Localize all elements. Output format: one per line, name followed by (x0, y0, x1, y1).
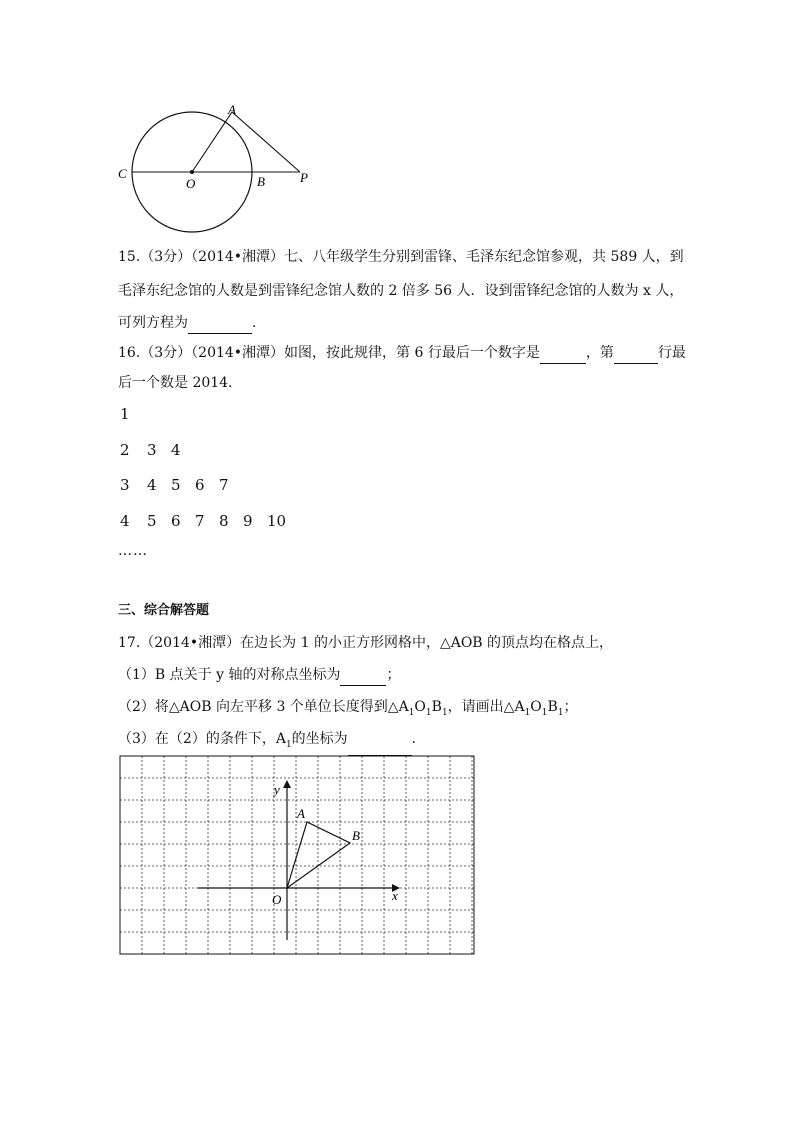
subscript-1: 1 (541, 707, 548, 718)
q15-answer-blank[interactable] (188, 318, 252, 334)
y-axis-arrow (283, 780, 291, 788)
q17-part3-suffix: ． (411, 731, 426, 747)
q16-blank-1[interactable] (540, 348, 586, 364)
q17-part1-blank[interactable] (340, 670, 386, 686)
center-dot (190, 170, 194, 174)
number-cell: 10 (267, 512, 287, 530)
label-y: y (274, 782, 280, 797)
number-cell: 4 (171, 441, 181, 459)
q15-line3-suffix: ． (252, 315, 266, 331)
number-cell: 6 (171, 512, 181, 530)
circle-figure (110, 98, 320, 234)
label-a: A (297, 806, 305, 821)
subscript-1: 1 (524, 707, 531, 718)
number-cell: 3 (147, 441, 157, 459)
number-cell: 4 (147, 476, 157, 494)
line-oa (192, 112, 232, 172)
number-cell: 7 (219, 476, 229, 494)
subscript-1: 1 (425, 707, 432, 718)
q17-part2-text-b: O (414, 699, 426, 715)
q16-line1-c: 行最 (657, 345, 686, 361)
subscript-1: 1 (441, 707, 448, 718)
q17-part2-text-f: B (547, 699, 558, 715)
q16-blank-2[interactable] (614, 348, 658, 364)
subscript-1: 1 (557, 707, 564, 718)
number-cell: 4 (120, 512, 130, 530)
q15-line3 (118, 312, 266, 334)
label-x: x (392, 888, 398, 903)
q17-intro: 17.（2014•湘潭）在边长为 1 的小正方形网格中，△AOB 的顶点均在格点上， (118, 635, 614, 651)
triangle-aob (287, 822, 350, 888)
number-cell: 6 (195, 476, 205, 494)
q17-part3-prefix: （3）在（2）的条件下，A (118, 731, 286, 747)
subscript-1: 1 (285, 739, 292, 750)
label-b: B (257, 174, 265, 189)
q17-part2-text-d: ，请画出△A (447, 699, 525, 715)
section-title: 三、综合解答题 (118, 603, 210, 618)
number-cell: 5 (171, 476, 181, 494)
q17-part1-prefix: （1）B 点关于 y 轴的对称点坐标为 (118, 667, 341, 683)
q15-line2: 毛泽东纪念馆的人数是到雷锋纪念馆人数的 2 倍多 56 人．设到雷锋纪念馆的人数为 x 人， (118, 283, 684, 299)
q17-part2 (118, 696, 578, 718)
grid-figure (118, 754, 476, 956)
q16-line1-a: 16.（3分）（2014•湘潭）如图，按此规律，第 6 行最后一个数字是 (118, 345, 540, 361)
label-b: B (352, 828, 360, 843)
number-cell: 7 (195, 512, 205, 530)
q17-part2-text-g: ； (563, 699, 578, 715)
q15-line3-prefix: 可列方程为 (118, 315, 188, 331)
number-cell: 5 (147, 512, 157, 530)
q16-line2: 后一个数是 2014． (118, 375, 243, 391)
label-a: A (228, 102, 236, 117)
ellipsis: …… (118, 543, 148, 559)
q16-line1 (118, 342, 686, 364)
number-cell: 2 (120, 441, 130, 459)
q15-line1: 15.（3分）（2014•湘潭）七、八年级学生分别到雷锋、毛泽东纪念馆参观，共 589 人，到 (118, 249, 684, 265)
subscript-1: 1 (408, 707, 415, 718)
q17-part2-text-e: O (530, 699, 542, 715)
number-cell: 3 (120, 476, 130, 494)
label-c: C (118, 166, 127, 181)
q17-part1 (118, 664, 400, 686)
number-cell: 8 (219, 512, 229, 530)
q16-line1-b: ，第 (585, 345, 614, 361)
q17-part2-text-c: B (431, 699, 442, 715)
label-o: O (186, 176, 196, 191)
label-o: O (272, 892, 282, 907)
q17-part1-suffix: ； (386, 667, 401, 683)
q17-part3-mid: 的坐标为 (291, 731, 348, 747)
line-ap (232, 112, 300, 172)
q17-part2-text-a: （2）将△AOB 向左平移 3 个单位长度得到△A (118, 699, 409, 715)
q17-part3 (118, 728, 426, 750)
label-p: P (300, 170, 308, 185)
number-cell: 1 (120, 405, 130, 423)
number-cell: 9 (243, 512, 253, 530)
